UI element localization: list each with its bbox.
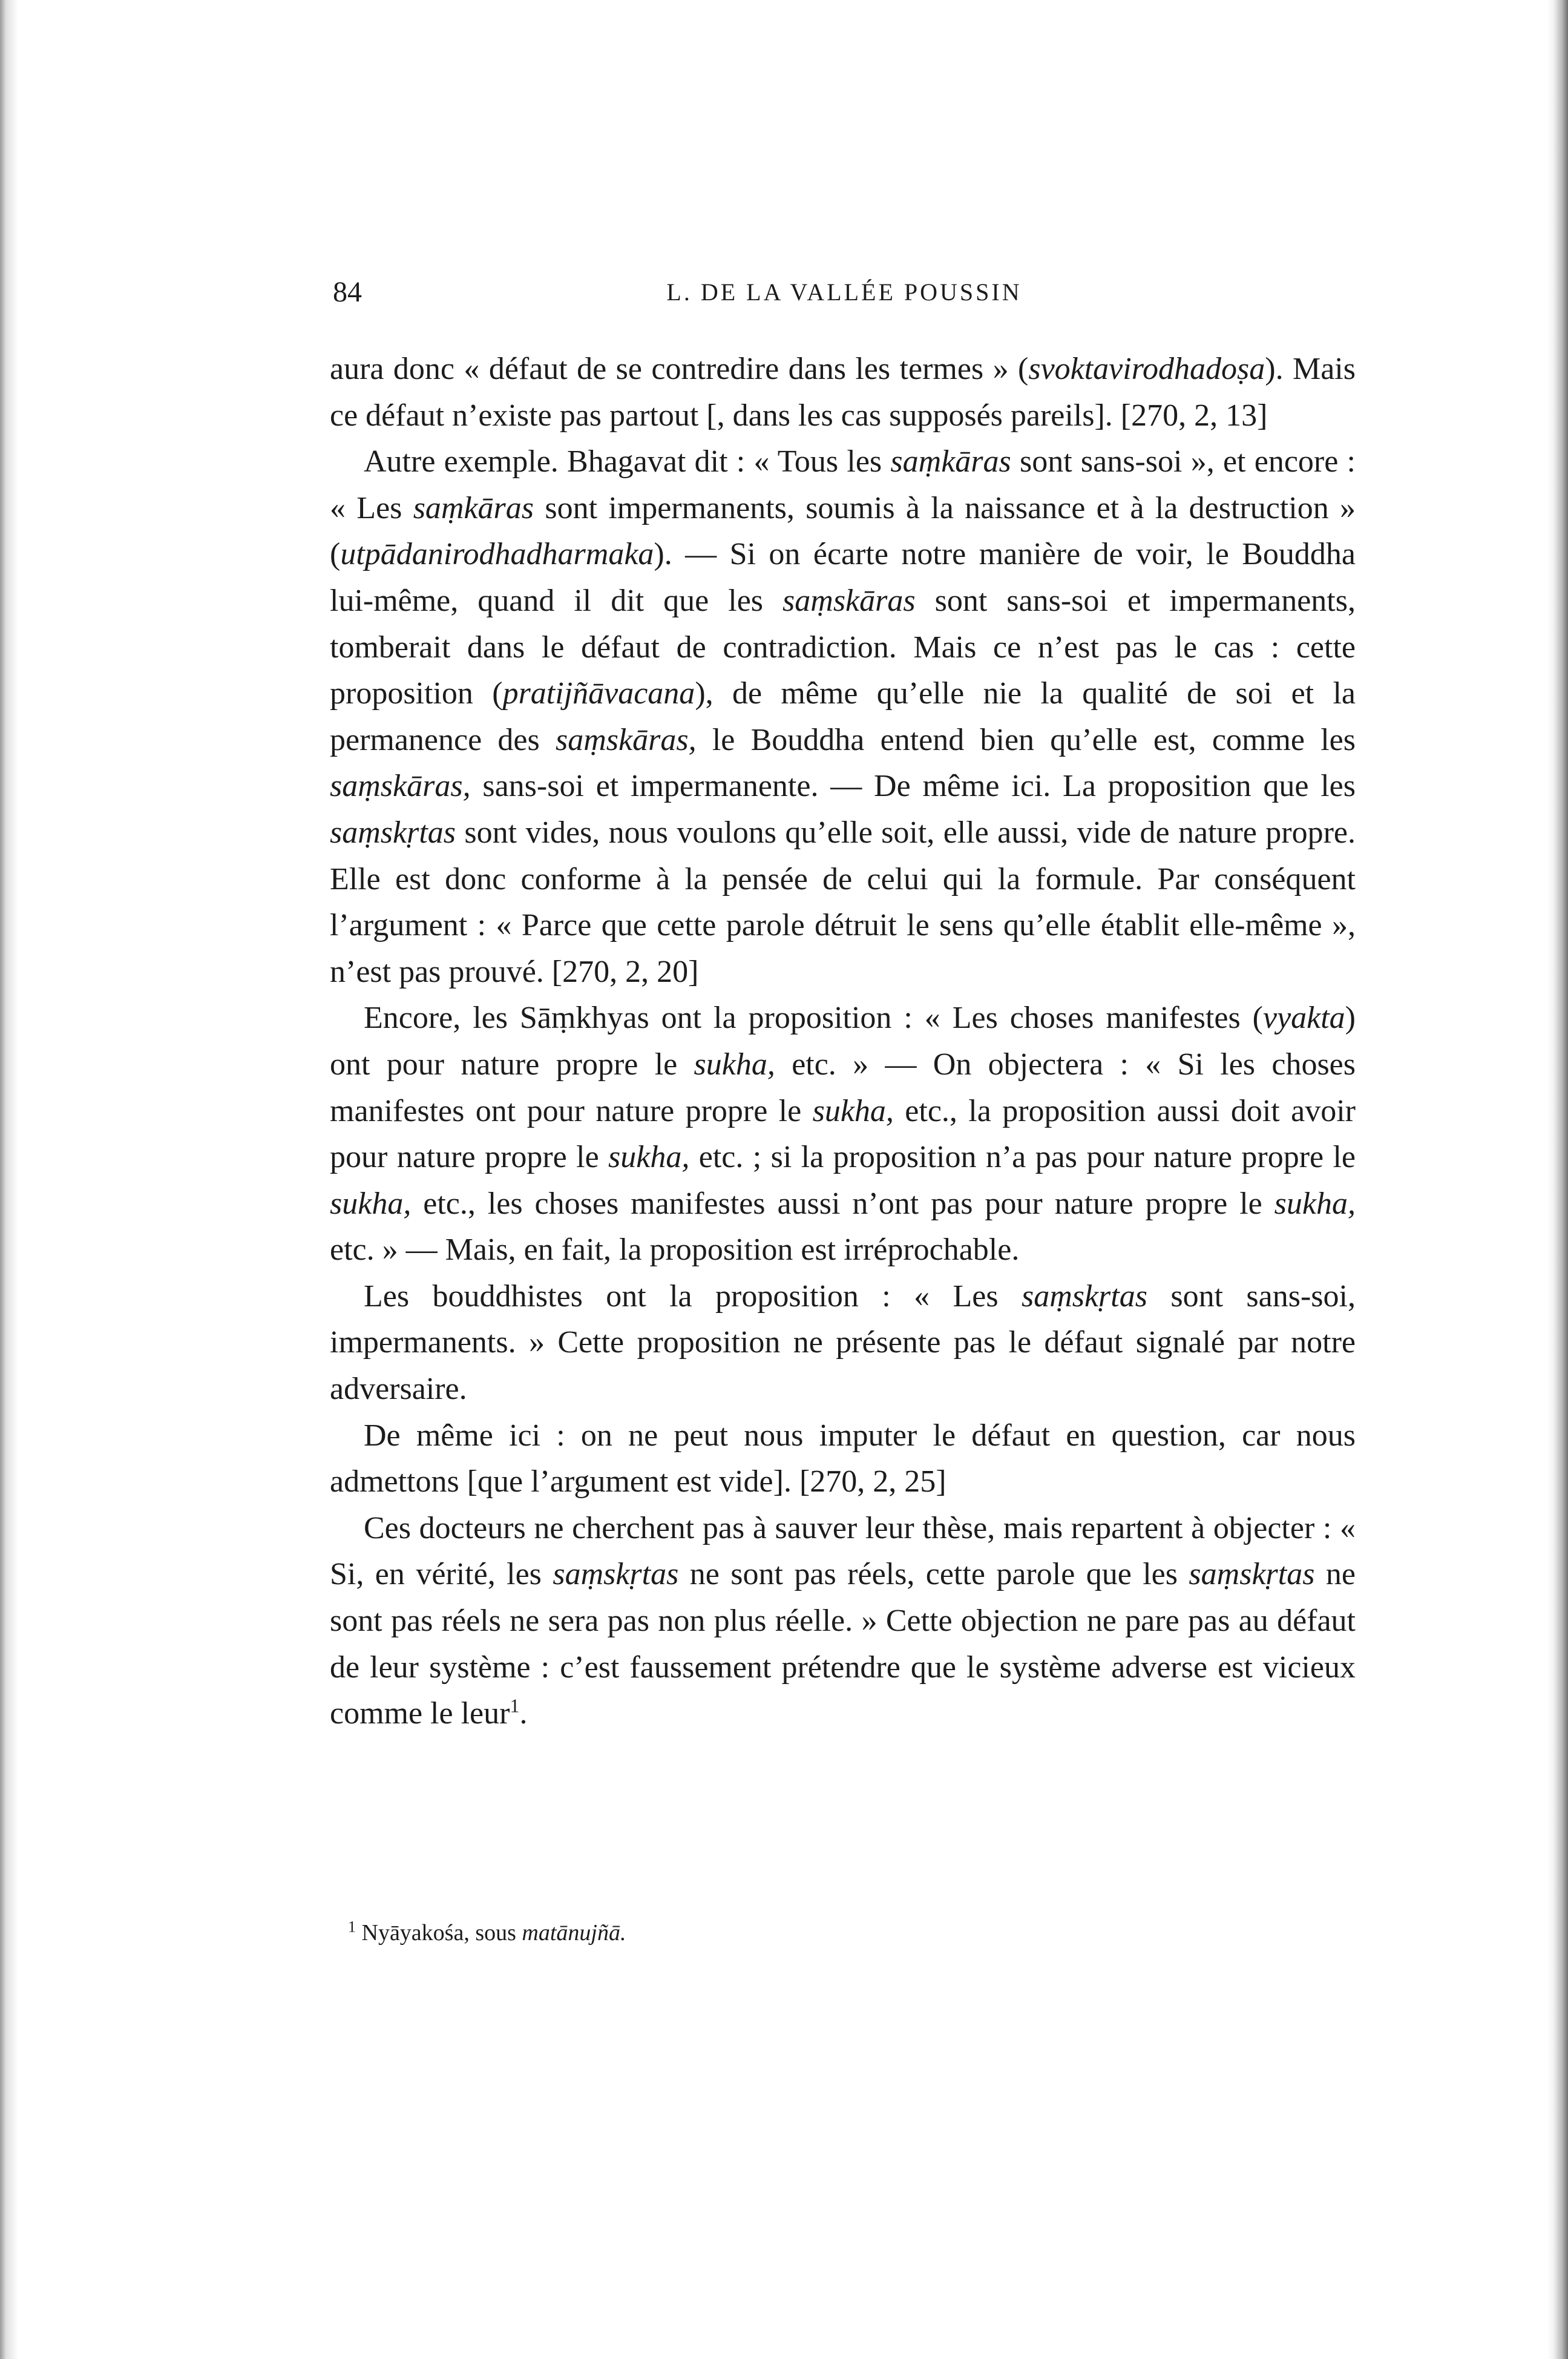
text-run: ) ont pour nature propre le xyxy=(330,1001,1356,1082)
text-run: ). — Si on écarte notre manière de voir, le Bouddha lui-même, quand il dit que les xyxy=(330,537,1356,618)
text-run: sont sans-soi, impermanents. » Cette proposition ne présente pas le défaut signalé par notre adversaire. xyxy=(330,1278,1356,1407)
italic-term: utpādanirodhadharmaka xyxy=(340,537,654,572)
footnote-text: Nyāyakośa, sous xyxy=(361,1920,522,1946)
text-run: ne sont pas réels ne sera pas non plus réelle. » Cette objection ne pare pas au défaut de leur système : c’est faussement prétendre que le système adverse est vicieux comme le leur xyxy=(330,1557,1356,1731)
paragraph xyxy=(330,346,1356,439)
italic-term: sukha, xyxy=(812,1093,894,1128)
italic-term: saṃskṛtas xyxy=(553,1557,679,1592)
text-run: ). Mais ce défaut n’existe pas partout [, dans les cas supposés pareils]. [270, 2, 13] xyxy=(330,352,1356,433)
text-run: etc. » — On objectera : « Si les choses manifestes ont pour nature propre le xyxy=(330,1047,1356,1128)
paragraph xyxy=(330,439,1356,995)
text-run: Les bouddhistes ont la proposition : « Les xyxy=(364,1278,1022,1314)
text-run: sans-soi et impermanente. — De même ici. La proposition que les xyxy=(470,769,1356,804)
text-run: etc., la proposition aussi doit avoir pour nature propre le xyxy=(330,1093,1356,1175)
italic-term: sukha, xyxy=(330,1186,412,1221)
footnote-reference: 1 xyxy=(510,1694,520,1717)
page-header xyxy=(333,275,1356,318)
paragraph xyxy=(330,1505,1356,1737)
text-run: etc., les choses manifestes aussi n’ont pas pour nature propre le xyxy=(411,1186,1274,1221)
italic-term: saṃskāras xyxy=(782,583,916,618)
italic-term: saṃkāras xyxy=(413,490,534,525)
footnote xyxy=(330,1918,1356,1948)
text-run: le Bouddha entend bien qu’elle est, comme les xyxy=(696,722,1356,757)
italic-term: saṃskṛtas xyxy=(1021,1278,1147,1314)
text-run: ne sont pas réels, cette parole que les xyxy=(678,1557,1189,1592)
text-run: sont sans-soi », et encore : « Les xyxy=(330,444,1356,525)
italic-term: sukha, xyxy=(1274,1186,1356,1221)
footnote-term: matānujñā. xyxy=(522,1920,626,1946)
paragraph xyxy=(330,1274,1356,1413)
text-run: sont impermanents, soumis à la naissance et à la destruction » ( xyxy=(330,490,1356,572)
italic-term: saṃskṛtas xyxy=(1189,1557,1315,1592)
italic-term: pratijñāvacana xyxy=(502,676,695,711)
italic-term: saṃskāras, xyxy=(556,722,697,757)
text-run: Ces docteurs ne cherchent pas à sauver leur thèse, mais repartent à objecter : « Si, en vérité, les xyxy=(330,1510,1356,1592)
italic-term: saṃskṛtas xyxy=(330,815,456,850)
page-edge-left xyxy=(0,0,18,2359)
paragraph xyxy=(330,1413,1356,1505)
text-run: sont sans-soi et impermanents, tomberait dans le défaut de contradiction. Mais ce n’est pas le cas : cette proposition ( xyxy=(330,583,1356,711)
text-run: etc. » — Mais, en fait, la proposition est irréprochable. xyxy=(330,1232,1020,1268)
italic-term: saṃkāras xyxy=(890,444,1011,479)
page-number: 84 xyxy=(333,276,362,308)
italic-term: sukha, xyxy=(608,1140,690,1175)
footnote-mark: 1 xyxy=(348,1918,356,1936)
body-text xyxy=(330,346,1356,1737)
running-title: L. DE LA VALLÉE POUSSIN xyxy=(666,278,1022,306)
text-run: De même ici : on ne peut nous imputer le défaut en question, car nous admettons [que l’argument est vide]. [270, 2, 25] xyxy=(330,1418,1356,1499)
italic-term: vyakta xyxy=(1262,1001,1345,1036)
text-run: . xyxy=(519,1696,528,1731)
text-run: ), de même qu’elle nie la qualité de soi et la permanence des xyxy=(330,676,1356,757)
text-run: etc. ; si la proposition n’a pas pour nature propre le xyxy=(689,1140,1356,1175)
paragraph xyxy=(330,995,1356,1274)
text-run: Autre exemple. Bhagavat dit : « Tous les xyxy=(364,444,891,479)
text-run: aura donc « défaut de se contredire dans les termes » ( xyxy=(330,352,1029,386)
italic-term: sukha, xyxy=(694,1047,775,1082)
text-run: Encore, les Sāṃkhyas ont la proposition : « Les choses manifestes ( xyxy=(364,1001,1263,1036)
italic-term: saṃskāras, xyxy=(330,769,471,804)
italic-term: svoktavirodhadoṣa xyxy=(1028,352,1265,386)
text-run: sont vides, nous voulons qu’elle soit, elle aussi, vide de nature propre. Elle est donc conforme à la pensée de celui qui la formule. Par conséquent l’argument : « Parce que cette parole détruit le sens qu’elle établit elle-même », n’est pas prouvé. [270, 2, 20] xyxy=(330,815,1356,989)
page-edge-right xyxy=(1547,0,1568,2359)
